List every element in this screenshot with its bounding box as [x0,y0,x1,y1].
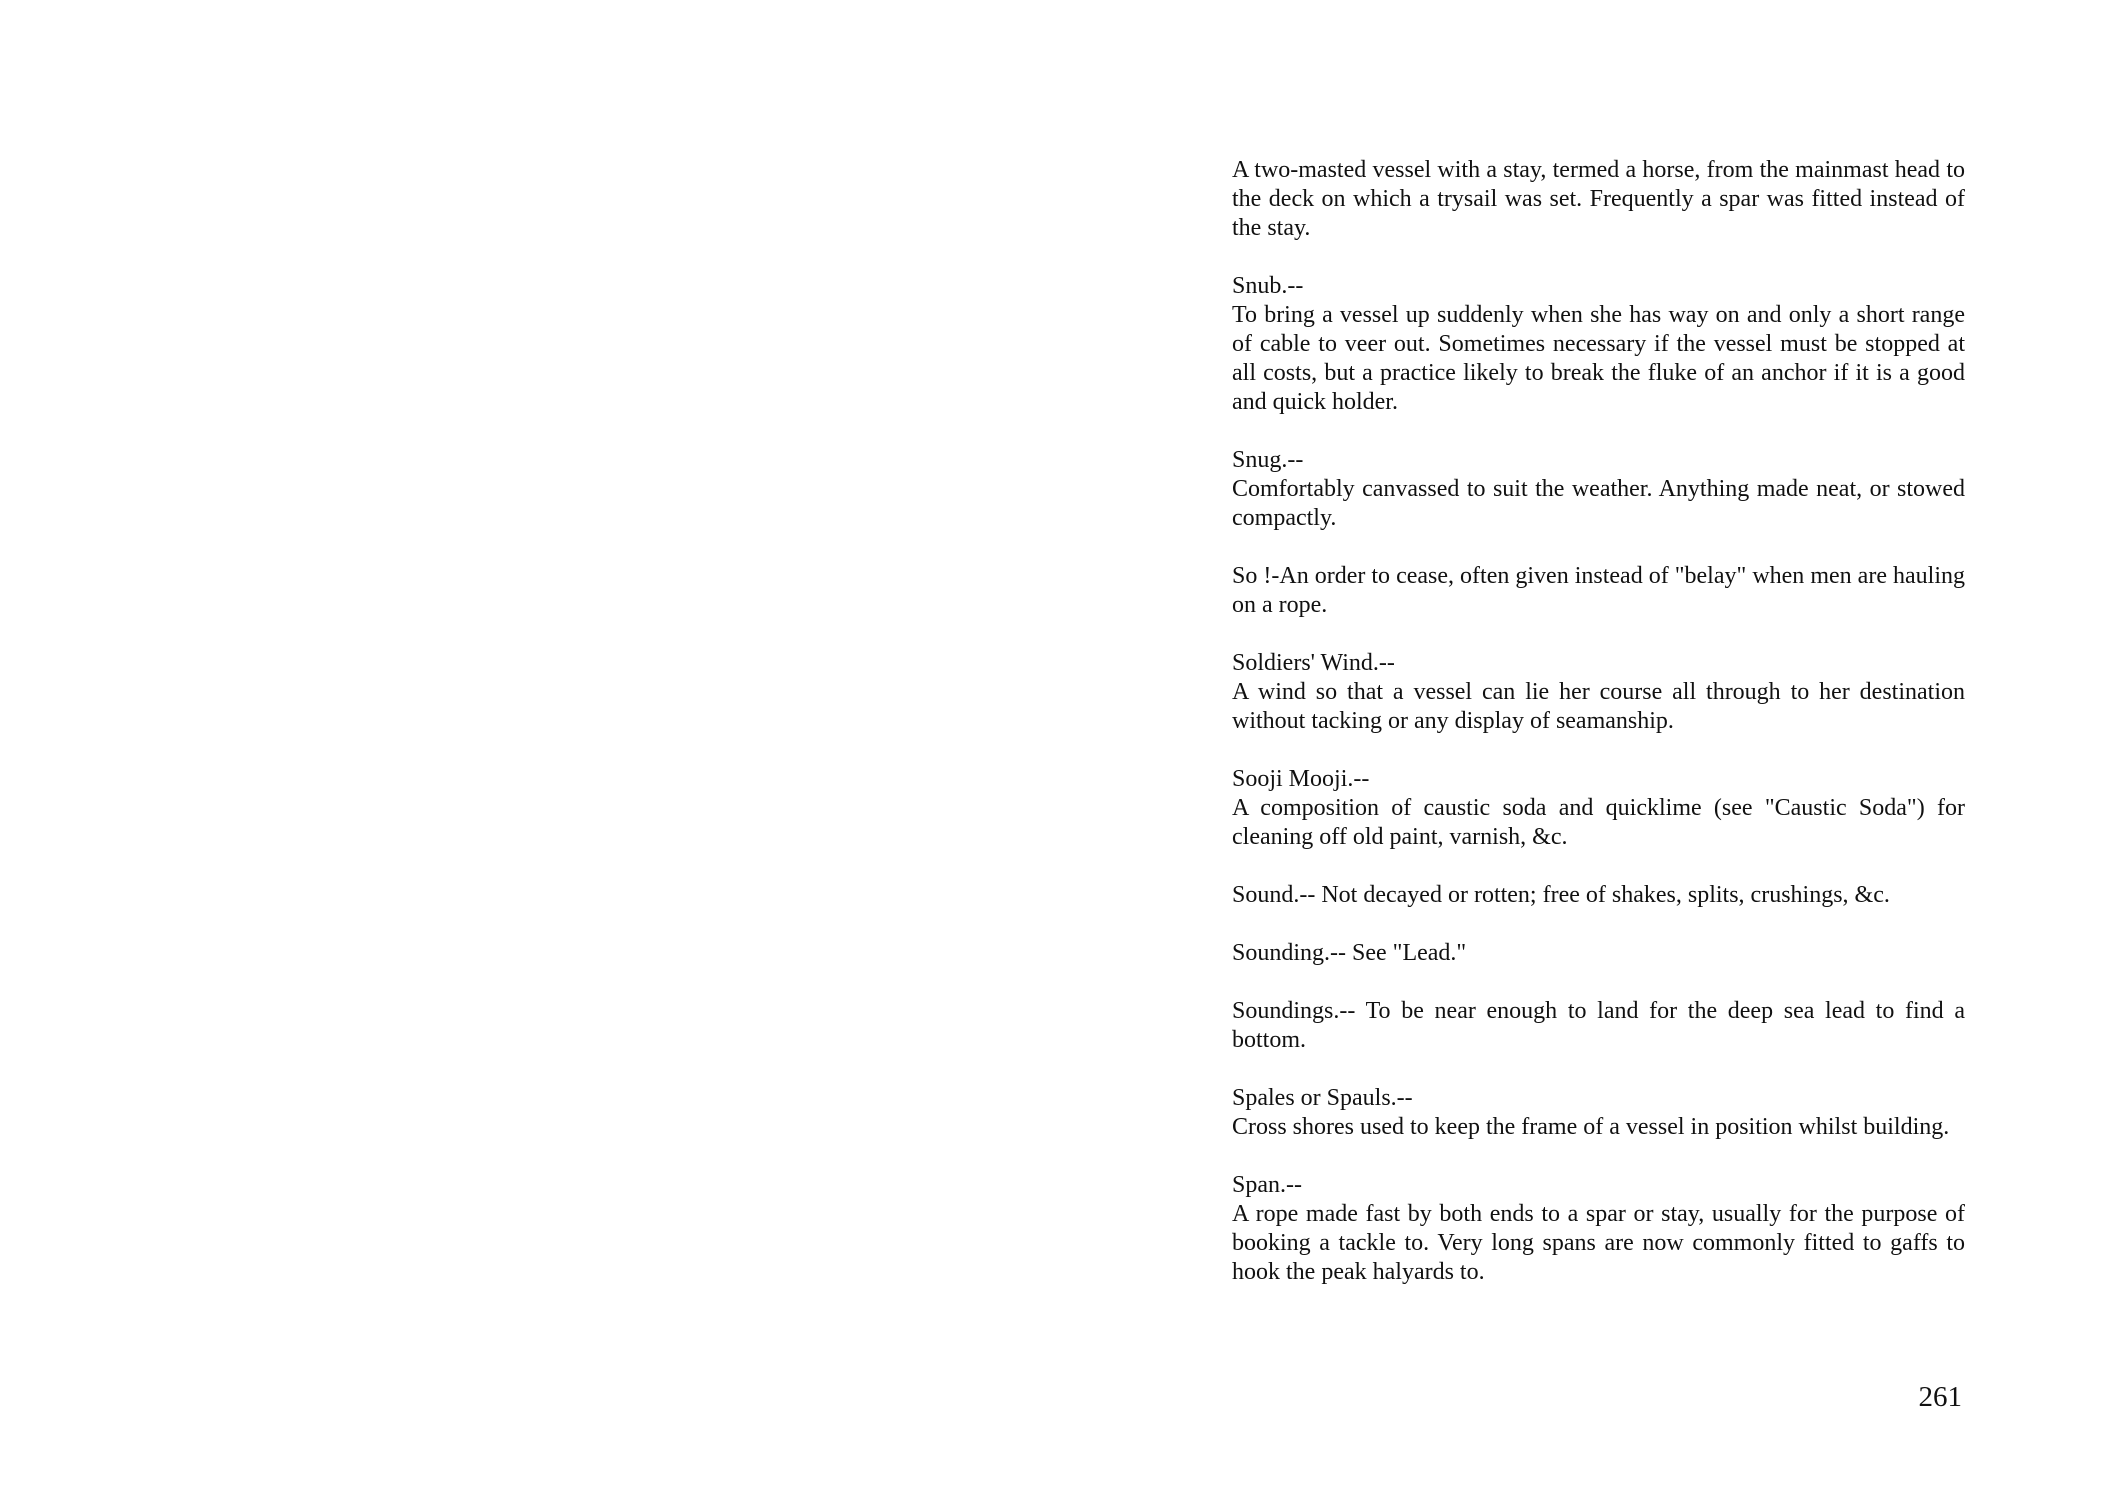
entry-term: Soundings.-- [1232,998,1356,1024]
glossary-entry-sound [1232,881,1965,910]
glossary-entry-snug [1232,446,1965,533]
glossary-entry-soldiers-wind [1232,649,1965,736]
right-page [1052,0,2105,1489]
entry-term: Sounding.-- [1232,940,1346,966]
glossary-entry-snub [1232,272,1965,417]
entry-term: Spales or Spauls.-- [1232,1085,1413,1111]
entry-definition: A composition of caustic soda and quicklime (see "Caustic Soda") for cleaning off old paint, varnish, &c. [1232,795,1965,850]
entry-definition: To be near enough to land for the deep sea lead to find a bottom. [1232,998,1965,1053]
entry-definition: A two-masted vessel with a stay, termed a horse, from the mainmast head to the deck on which a trysail was set. Frequently a spar was fitted instead of the stay. [1232,157,1965,241]
entry-term: Snug.-- [1232,447,1304,473]
entry-definition: Cross shores used to keep the frame of a vessel in position whilst building. [1232,1114,1950,1140]
entry-definition: A rope made fast by both ends to a spar or stay, usually for the purpose of booking a tackle to. Very long spans are now commonly fitted to gaffs to hook the peak halyards to. [1232,1201,1965,1285]
page-number: 261 [1918,1381,1962,1413]
entry-term: Soldiers' Wind.-- [1232,650,1395,676]
glossary-text-column [1232,156,1965,1287]
entry-definition: See "Lead." [1346,940,1467,966]
entry-term: Sooji Mooji.-- [1232,766,1370,792]
entry-term: Sound.-- [1232,882,1316,908]
entry-definition: Not decayed or rotten; free of shakes, splits, crushings, &c. [1315,882,1890,908]
glossary-entry-continuation [1232,156,1965,243]
blank-left-page [0,0,1052,1489]
entry-definition: An order to cease, often given instead of "belay" when men are hauling on a rope. [1232,563,1965,618]
glossary-entry-so [1232,562,1965,620]
entry-term: Span.-- [1232,1172,1302,1198]
glossary-entry-sounding [1232,939,1965,968]
glossary-entry-sooji-mooji [1232,765,1965,852]
entry-term: Snub.-- [1232,273,1304,299]
entry-definition: To bring a vessel up suddenly when she has way on and only a short range of cable to veer out. Sometimes necessary if the vessel must be stopped at all costs, but a practice likely to break the fluke of an anchor if it is a good and quick holder. [1232,302,1965,415]
entry-definition: Comfortably canvassed to suit the weather. Anything made neat, or stowed compactly. [1232,476,1965,531]
entry-term: So !- [1232,563,1280,589]
glossary-entry-span [1232,1171,1965,1287]
glossary-entry-soundings [1232,997,1965,1055]
glossary-entry-spales [1232,1084,1965,1142]
entry-definition: A wind so that a vessel can lie her course all through to her destination without tacking or any display of seamanship. [1232,679,1965,734]
